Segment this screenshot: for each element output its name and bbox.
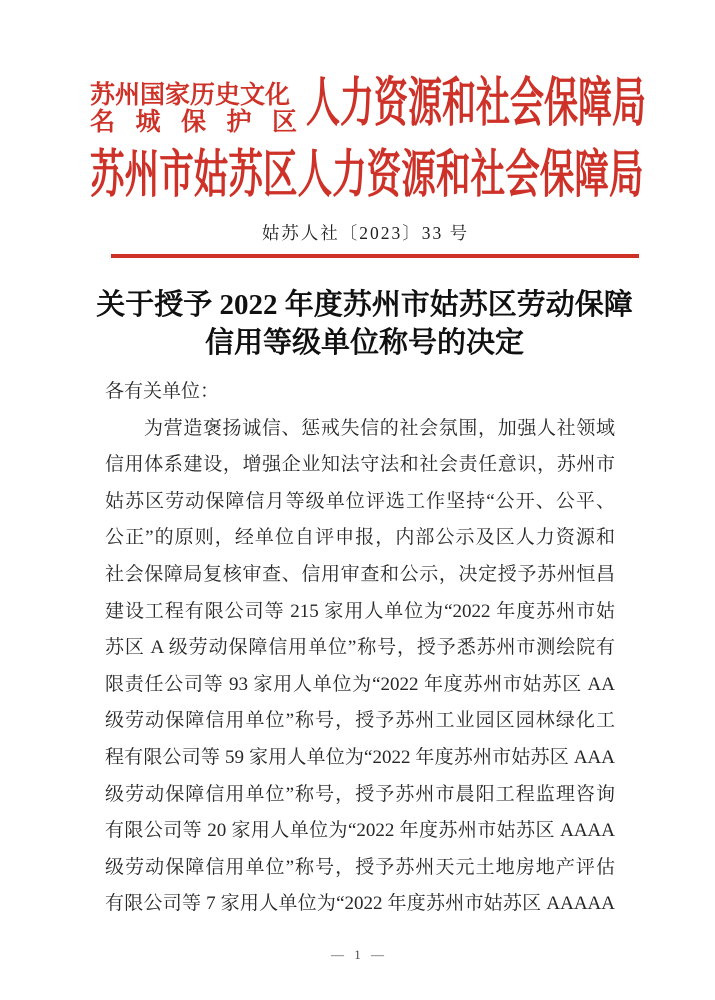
salutation: 各有关单位： bbox=[105, 381, 220, 402]
paragraph-line: 为营造褒扬诚信、惩戒失信的社会氛围，加强人社领域 bbox=[143, 417, 615, 439]
page-number: — 1 — bbox=[331, 947, 384, 962]
paragraph-line: 建设工程有限公司等 215 家用人单位为“2022 年度苏州市姑 bbox=[105, 600, 615, 622]
document-title bbox=[14, 286, 715, 362]
bureau-full-name: 苏州市姑苏区人力资源和社会保障局 bbox=[90, 147, 644, 204]
paragraph-lines bbox=[105, 411, 615, 923]
paragraph-line: 级劳动保障信用单位”称号，授予苏州天元土地房地产评估 bbox=[105, 856, 615, 878]
paragraph-line: 姑苏区劳动保障信月等级单位评选工作坚持“公开、公平、 bbox=[105, 490, 615, 512]
document-number: 姑苏人社〔2023〕33 号 bbox=[261, 223, 470, 243]
paragraph-line: 级劳动保障信用单位”称号，授予苏州市晨阳工程监理咨询 bbox=[105, 783, 615, 805]
document-body bbox=[105, 374, 615, 923]
letterhead bbox=[90, 73, 646, 204]
paragraph-line: 信用体系建设，增强企业知法守法和社会责任意识，苏州市 bbox=[105, 454, 615, 476]
district-name-line2: 名城保护区 bbox=[90, 109, 297, 136]
paragraph-line: 级劳动保障信用单位”称号，授予苏州工业园区园林绿化工 bbox=[105, 710, 615, 732]
bureau-name: 人力资源和社会保障局 bbox=[306, 75, 646, 133]
paragraph-line: 程有限公司等 59 家用人单位为“2022 年度苏州市姑苏区 AAA bbox=[105, 746, 615, 768]
paragraph-line: 限责任公司等 93 家用人单位为“2022 年度苏州市姑苏区 AA bbox=[105, 673, 615, 695]
paragraph-line: 公正”的原则，经单位自评申报，内部公示及区人力资源和 bbox=[105, 527, 615, 549]
document-title-line2: 信用等级单位称号的决定 bbox=[204, 327, 524, 359]
red-divider-rule bbox=[111, 254, 639, 258]
letterhead-top-row bbox=[90, 73, 646, 136]
letterhead-district-name bbox=[90, 82, 297, 136]
district-name-line1: 苏州国家历史文化 bbox=[90, 82, 291, 109]
paragraph-line: 有限公司等 7 家用人单位为“2022 年度苏州市姑苏区 AAAAA bbox=[105, 893, 615, 915]
document-title-line1: 关于授予 2022 年度苏州市姑苏区劳动保障 bbox=[96, 289, 633, 321]
paragraph-line: 苏区 A 级劳动保障信用单位”称号，授予悉苏州市测绘院有 bbox=[105, 637, 615, 659]
paragraph-line: 有限公司等 20 家用人单位为“2022 年度苏州市姑苏区 AAAA bbox=[105, 820, 615, 842]
paragraph-line: 社会保障局复核审查、信用审查和公示，决定授予苏州恒昌 bbox=[105, 563, 615, 585]
